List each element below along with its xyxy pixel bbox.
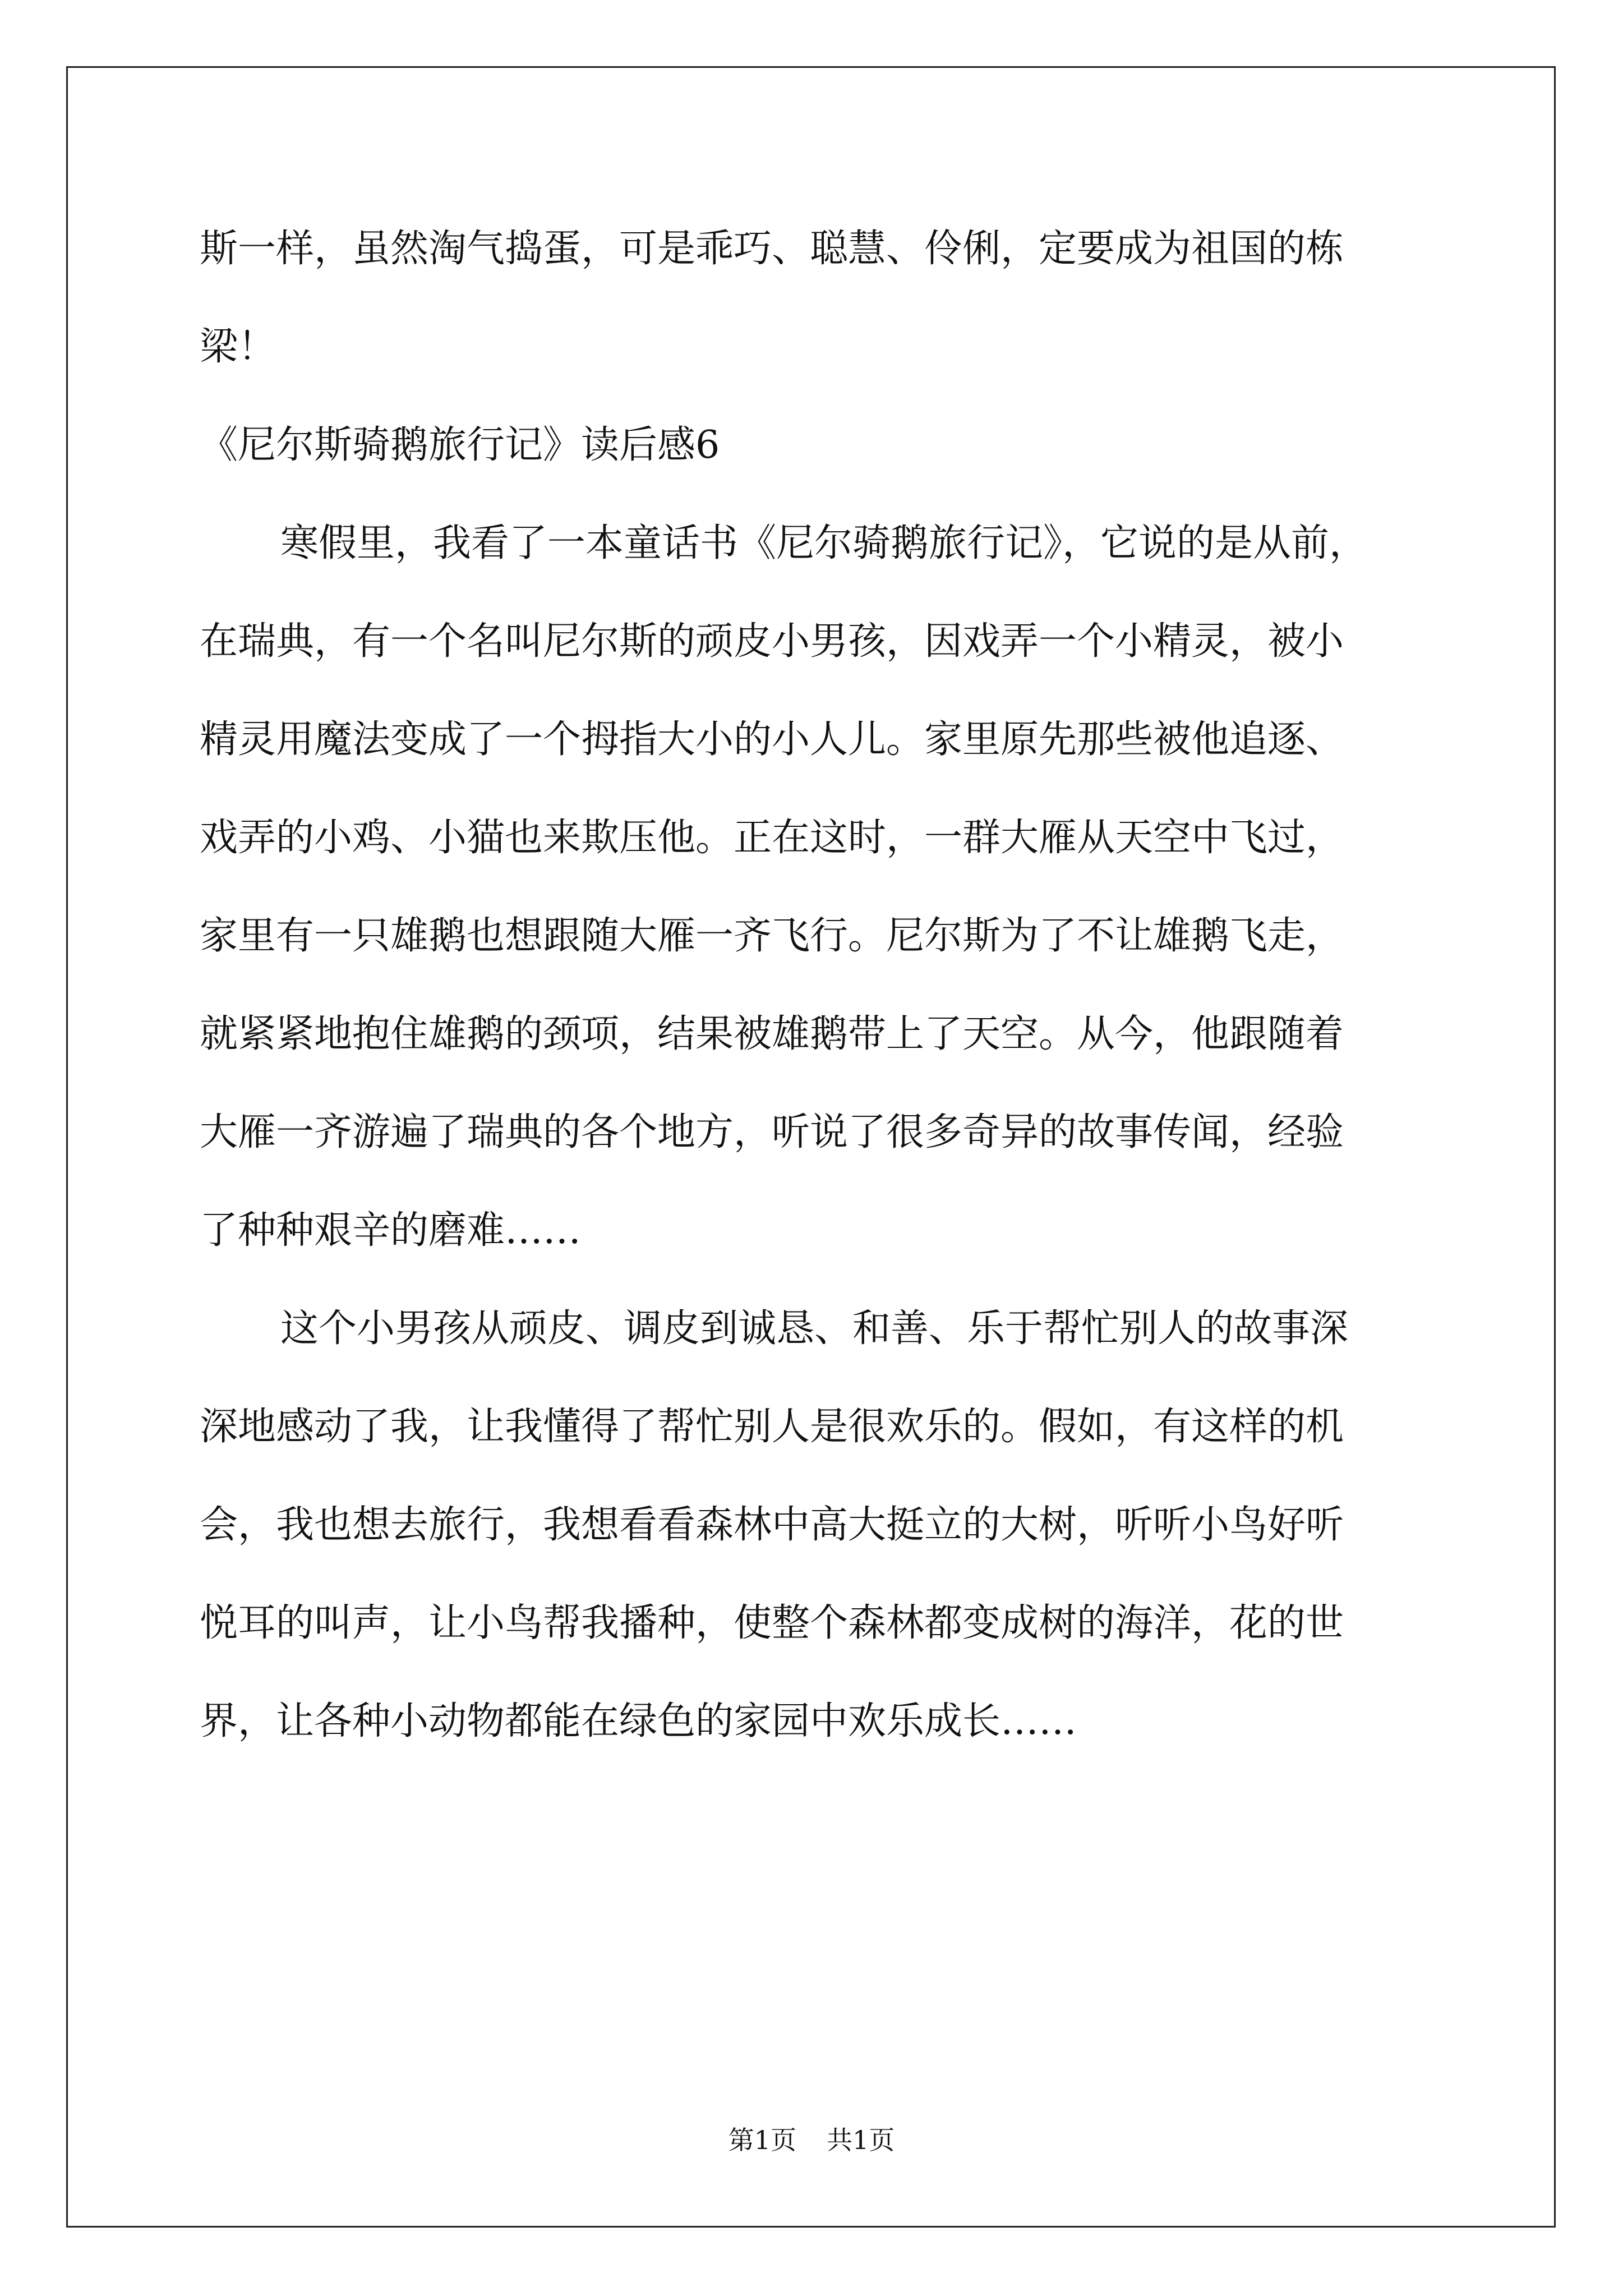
paragraph-line: 就紧紧地抱住雄鹅的颈项，结果被雄鹅带上了天空。从今，他跟随着	[200, 1012, 1344, 1056]
paragraph-line: 会，我也想去旅行，我想看看森林中高大挺立的大树，听听小鸟好听	[200, 1503, 1344, 1547]
section-heading: 《尼尔斯骑鹅旅行记》读后感6	[200, 423, 720, 467]
paragraph-line: 了种种艰辛的磨难……	[200, 1208, 582, 1253]
page-number: 第1页	[728, 2125, 796, 2155]
text-line: 斯一样，虽然淘气捣蛋，可是乖巧、聪慧、伶俐，定要成为祖国的栋	[200, 227, 1344, 271]
paragraph-line: 寒假里，我看了一本童话书《尼尔骑鹅旅行记》，它说的是从前，	[280, 521, 1368, 565]
page-total: 共1页	[827, 2125, 895, 2155]
paragraph-line: 在瑞典，有一个名叫尼尔斯的顽皮小男孩，因戏弄一个小精灵，被小	[200, 619, 1344, 664]
paragraph-line: 深地感动了我，让我懂得了帮忙别人是很欢乐的。假如，有这样的机	[200, 1405, 1344, 1449]
document-body	[200, 200, 1456, 1770]
paragraph-line: 界，让各种小动物都能在绿色的家园中欢乐成长……	[200, 1699, 1077, 1743]
paragraph-line: 戏弄的小鸡、小猫也来欺压他。正在这时，一群大雁从天空中飞过，	[200, 816, 1344, 860]
paragraph-line: 大雁一齐游遍了瑞典的各个地方，听说了很多奇异的故事传闻，经验	[200, 1110, 1344, 1154]
paragraph-line: 这个小男孩从顽皮、调皮到诚恳、和善、乐于帮忙别人的故事深	[280, 1306, 1349, 1351]
paragraph-line: 悦耳的叫声，让小鸟帮我播种，使整个森林都变成树的海洋，花的世	[200, 1601, 1344, 1645]
page-footer	[0, 2123, 1623, 2157]
paragraph-line: 家里有一只雄鹅也想跟随大雁一齐飞行。尼尔斯为了不让雄鹅飞走，	[200, 914, 1344, 958]
text-line: 梁！	[200, 325, 276, 369]
paragraph-line: 精灵用魔法变成了一个拇指大小的小人儿。家里原先那些被他追逐、	[200, 717, 1344, 762]
